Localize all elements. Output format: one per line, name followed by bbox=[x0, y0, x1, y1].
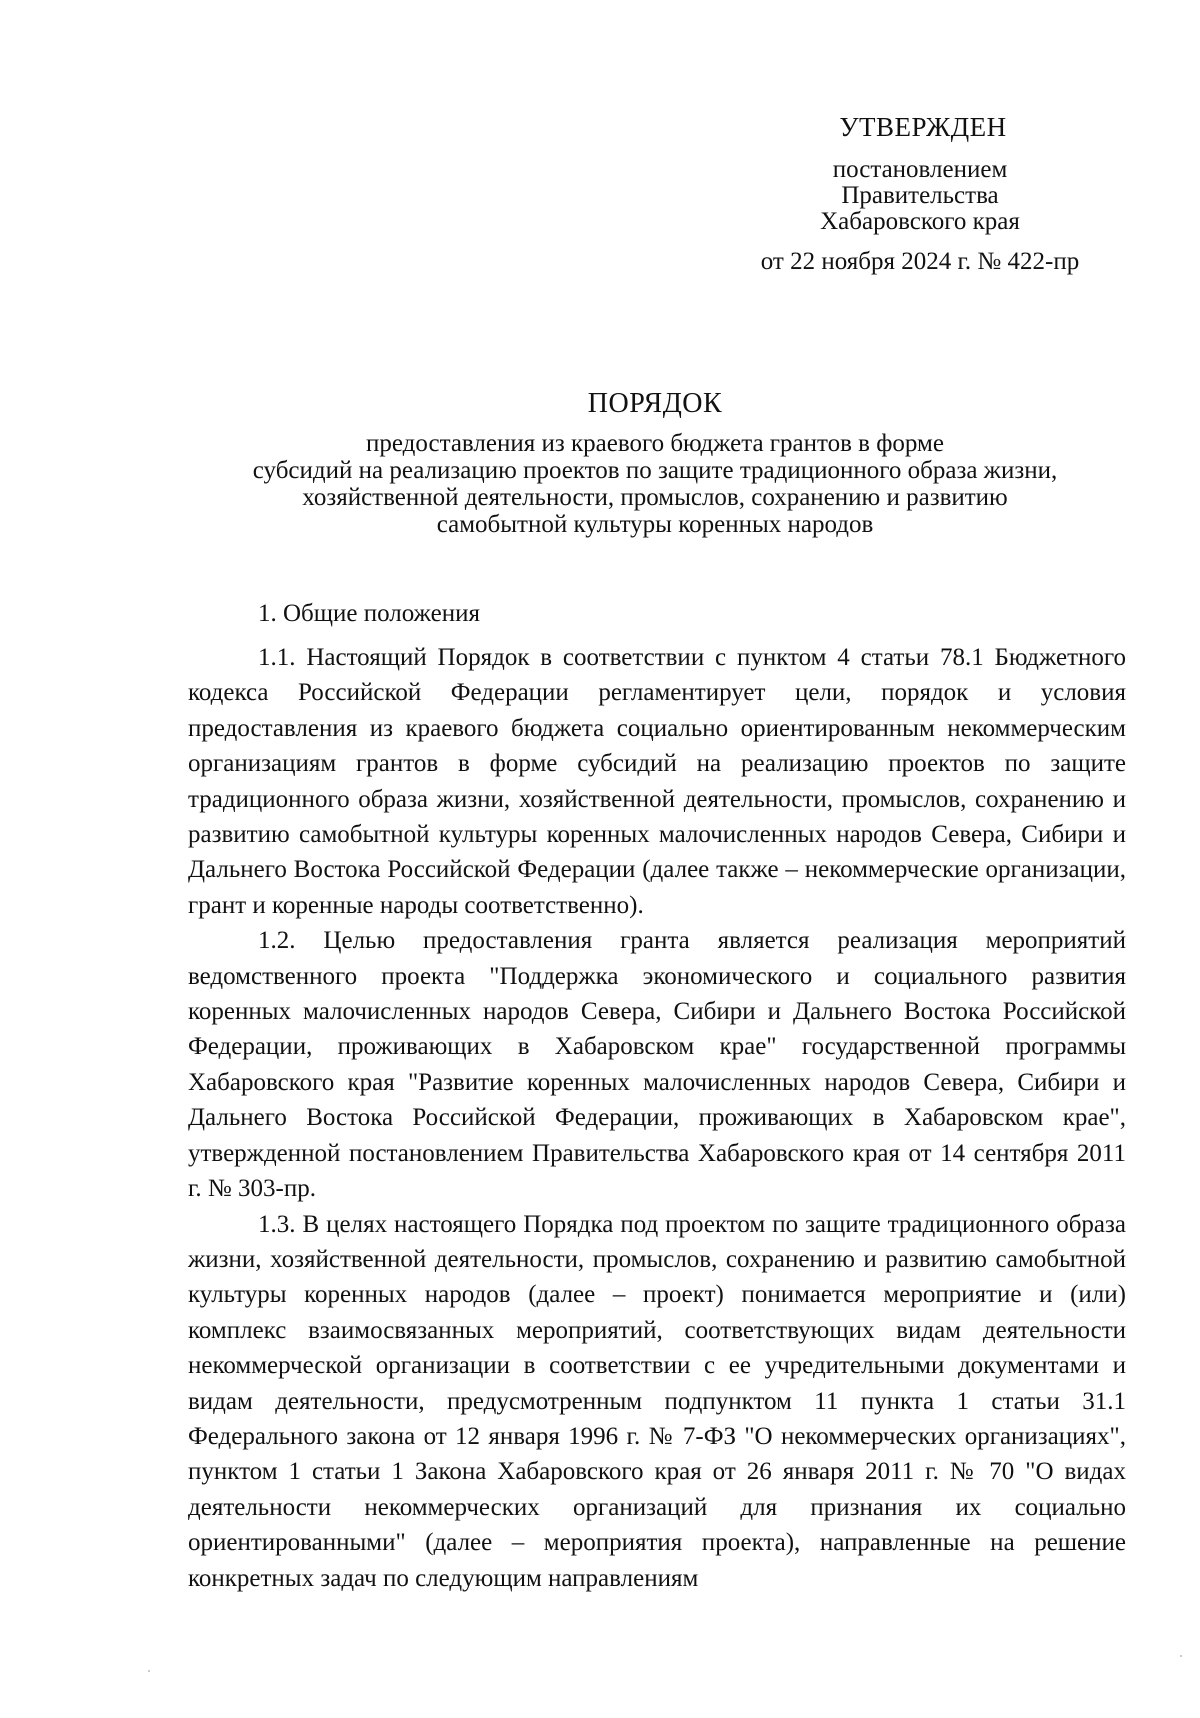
approval-title: УТВЕРЖДЕН bbox=[839, 112, 1007, 142]
paragraph-1-3: 1.3. В целях настоящего Порядка под проектом по защите традиционного образа жизни, хозяйственной деятельности, промыслов, сохранению и развитию самобытной культуры коренных народов (далее – проект) понимается мероприятие и (или) комплекс взаимосвязанных мероприятий, соответствующих видам деятельности некоммерческой организации в соответствии с ее учредительными документами и видам деятельности, предусмотренным подпунктом 11 пункта 1 статьи 31.1 Федерального закона от 12 января 1996 г. № 7-ФЗ "О некоммерческих организациях", пунктом 1 статьи 1 Закона Хабаровского края от 26 января 2011 г. № 70 "О видах деятельности некоммерческих организаций для признания их социально ориентированными" (далее – мероприятия проекта), направленные на решение конкретных задач по следующим направлениям bbox=[188, 1210, 1126, 1592]
subtitle-line: предоставления из краевого бюджета грантов в форме bbox=[366, 430, 944, 457]
approval-block bbox=[735, 112, 1105, 275]
subtitle-line: хозяйственной деятельности, промыслов, сохранению и развитию bbox=[302, 484, 1008, 511]
document-subtitle bbox=[190, 430, 1120, 538]
approval-date: от 22 ноября 2024 г. № 422-пр bbox=[760, 248, 1080, 275]
scan-speck bbox=[148, 1670, 150, 1672]
document-title: ПОРЯДОК bbox=[587, 388, 723, 419]
approval-line-region: Хабаровского края bbox=[820, 208, 1020, 235]
approval-line-government: Правительства bbox=[841, 182, 999, 209]
subtitle-line: самобытной культуры коренных народов bbox=[436, 511, 874, 538]
paragraph-1-1: 1.1. Настоящий Порядок в соответствии с пунктом 4 статьи 78.1 Бюджетного кодекса Российской Федерации регламентирует цели, порядок и условия предоставления из краевого бюджета социально ориентированным некоммерческим организациям грантов в форме субсидий на реализацию проектов по защите традиционного образа жизни, хозяйственной деятельности, промыслов, сохранению и развитию самобытной культуры коренных малочисленных народов Севера, Сибири и Дальнего Востока Российской Федерации (далее также – некоммерческие организации, грант и коренные народы соответственно). bbox=[188, 644, 1126, 919]
subtitle-line: субсидий на реализацию проектов по защите традиционного образа жизни, bbox=[252, 457, 1058, 484]
approval-line-resolution: постановлением bbox=[832, 156, 1008, 183]
section-body bbox=[188, 640, 1126, 1596]
section-heading: 1. Общие положения bbox=[258, 600, 480, 627]
paragraph-1-2: 1.2. Целью предоставления гранта является реализация мероприятий ведомственного проекта "Поддержка экономического и социального развития коренных малочисленных народов Севера, Сибири и Дальнего Востока Российской Федерации, проживающих в Хабаровском крае" государственной программы Хабаровского края "Развитие коренных малочисленных народов Севера, Сибири и Дальнего Востока Российской Федерации, проживающих в Хабаровском крае", утвержденной постановлением Правительства Хабаровского края от 14 сентября 2011 г. № 303-пр. bbox=[188, 927, 1126, 1203]
scan-speck bbox=[1180, 1655, 1182, 1657]
